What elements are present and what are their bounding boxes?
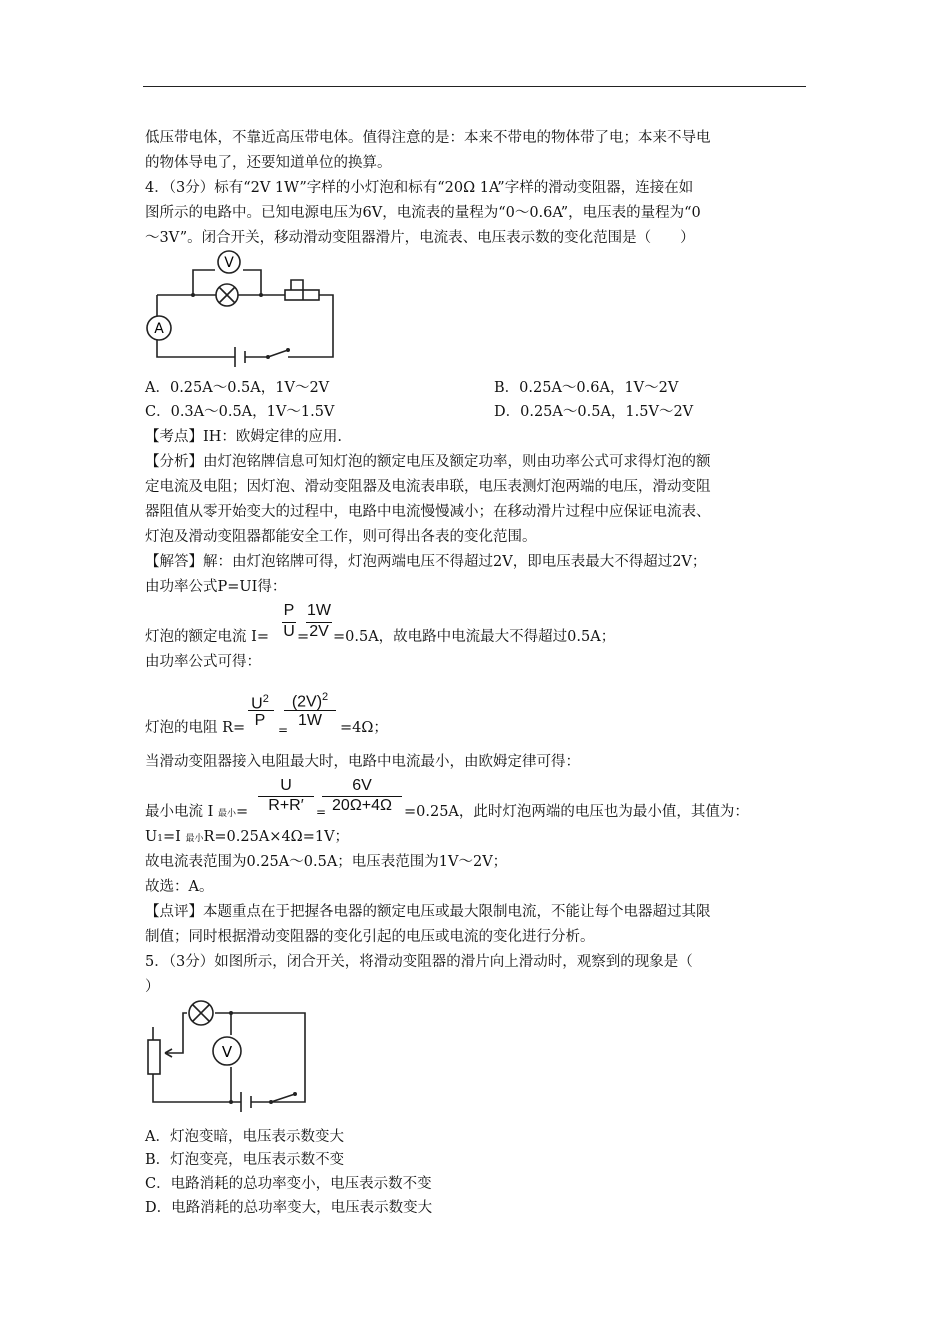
eq1-den2: 2V	[309, 623, 329, 640]
eq3-num2: 6V	[352, 777, 372, 794]
intro-line-2: 的物体导电了，还要知道单位的换算。	[145, 155, 392, 171]
q4-wire-bottom	[157, 295, 268, 357]
q4-fenxi-3: 器阻值从零开始变大的过程中，电路中电流慢慢减小；在移动滑片过程中应保证电流表、	[145, 504, 711, 520]
q4-range: 故电流表范围为0.25A～0.5A；电压表范围为1V～2V；	[145, 854, 508, 870]
q4-option-a: A．0.25A～0.5A，1V～2V	[145, 380, 330, 396]
q4-jieda-1: 【解答】解：由灯泡铭牌可得，灯泡两端电压不得超过2V，即电压表最大不得超过2V；	[145, 554, 707, 570]
q4-dianping-1: 【点评】本题重点在于把握各电器的额定电压或最大限制电流，不能让每个电器超过其限	[145, 904, 711, 920]
eq2-tail: =4Ω；	[340, 720, 388, 736]
eq3-equals-b: =	[316, 805, 327, 819]
intro-line-1: 低压带电体，不靠近高压带电体。值得注意的是：本来不带电的物体带了电；本来不导电	[145, 130, 711, 146]
eq1-equals: =	[297, 629, 310, 645]
eq1-num1: P	[283, 602, 295, 619]
eq2-num1-sup: 2	[262, 693, 269, 705]
q4-option-d: D．0.25A～0.5A，1.5V～2V	[494, 404, 694, 420]
q4-battery	[235, 347, 245, 367]
q4-fenxi-4: 灯泡及滑动变阻器都能安全工作，则可得出各表的变化范围。	[145, 529, 537, 545]
q5-option-d: D．电路消耗的总功率变大，电压表示数变大	[145, 1200, 433, 1216]
eq3-lead	[145, 802, 248, 824]
q5-circuit-diagram	[143, 1000, 313, 1120]
q4-gonglv: 由功率公式可得：	[145, 654, 261, 670]
q5-option-c: C．电路消耗的总功率变小，电压表示数不变	[145, 1176, 432, 1192]
q4-kaodian: 【考点】IH：欧姆定律的应用.	[145, 429, 342, 445]
q4-dang: 当滑动变阻器接入电阻最大时，电路中电流最小，由欧姆定律可得：	[145, 754, 580, 770]
eq3-den2: 20Ω+4Ω	[332, 797, 392, 814]
q5-voltmeter-label: V	[221, 1043, 233, 1061]
q5-option-a: A．灯泡变暗，电压表示数变大	[145, 1129, 344, 1145]
q4-stem-line-3: ～3V”。闭合开关，移动滑动变阻器滑片，电流表、电压表示数的变化范围是（ ）	[145, 230, 695, 246]
eq2-num1-base: U	[251, 695, 263, 713]
q4-circuit-diagram	[143, 250, 343, 370]
eq2-num2-base: (2V)	[291, 693, 323, 711]
q4-u1-line	[145, 827, 349, 849]
q5-stem-line-2: ）	[145, 979, 160, 995]
eq2-den1: P	[254, 712, 266, 729]
eq1-lead: 灯泡的额定电流 I=	[145, 629, 269, 645]
q5-option-b: B．灯泡变亮，电压表示数不变	[145, 1152, 345, 1168]
eq3-lead-text: 最小电流 I	[145, 804, 214, 820]
q4-fenxi-2: 定电流及电阻；因灯泡、滑动变阻器及电流表串联，电压表测灯泡两端的电压，滑动变阻	[145, 479, 711, 495]
eq3-equals-a: =	[235, 804, 249, 820]
q4-option-c: C．0.3A～0.5A，1V～1.5V	[145, 404, 335, 420]
q4-dianping-2: 制值；同时根据滑动变阻器的变化引起的电压或电流的变化进行分析。	[145, 929, 595, 945]
eq3-sub: 最小	[217, 809, 236, 819]
q5-wire-top	[183, 1013, 305, 1102]
u1-s1: 1	[157, 834, 163, 844]
eq2-den2: 1W	[298, 712, 322, 729]
eq2-num2-sup: 2	[322, 691, 329, 703]
q4-wire-switch	[268, 350, 288, 357]
q5-slider	[165, 1027, 183, 1053]
u1-c: R=0.25A×4Ω=1V；	[203, 829, 350, 845]
eq2-bar2	[284, 710, 336, 711]
u1-a: U	[145, 829, 158, 845]
q4-pui: 由功率公式P=UI得：	[145, 579, 287, 595]
q4-guxuan: 故选：A。	[145, 879, 214, 895]
eq2-bar1	[248, 710, 274, 711]
q5-wire-bottom	[153, 1074, 271, 1102]
q4-fenxi-1: 【分析】由灯泡铭牌信息可知灯泡的额定电压及额定功率，则由功率公式可求得灯泡的额	[145, 454, 711, 470]
eq2-num2	[284, 688, 336, 711]
q4-rheostat	[285, 290, 319, 300]
eq3-den1: R+R′	[268, 797, 304, 814]
eq1-num2: 1W	[307, 602, 331, 619]
header-rule	[143, 86, 806, 87]
u1-s2: 最小	[185, 834, 204, 844]
q5-wire-switch	[271, 1094, 295, 1102]
q4-stem-line-1: 4．（3分）标有“2V 1W”字样的小灯泡和标有“20Ω 1A”字样的滑动变阻器，连接在如	[145, 180, 694, 196]
eq1-tail: =0.5A，故电路中电流最大不得超过0.5A；	[333, 629, 616, 645]
q4-stem-line-2: 图所示的电路中。已知电源电压为6V，电流表的量程为“0～0.6A”，电压表的量程为“0	[145, 205, 701, 221]
eq2-equals: =	[278, 723, 289, 737]
q4-option-b: B．0.25A～0.6A，1V～2V	[494, 380, 679, 396]
eq1-den1: U	[283, 623, 295, 640]
q5-battery	[241, 1092, 251, 1112]
q5-rheostat	[148, 1040, 160, 1074]
q4-ammeter-label: A	[154, 321, 164, 337]
q5-stem-line-1: 5．（3分）如图所示，闭合开关，将滑动变阻器的滑片向上滑动时，观察到的现象是（	[145, 954, 693, 970]
eq3-num1: U	[280, 777, 292, 794]
eq2-lead: 灯泡的电阻 R=	[145, 720, 246, 736]
q4-voltmeter-label: V	[224, 255, 234, 271]
u1-b: =I	[162, 829, 181, 845]
eq3-tail: =0.25A，此时灯泡两端的电压也为最小值，其值为：	[404, 804, 749, 820]
q4-wire	[157, 295, 333, 357]
